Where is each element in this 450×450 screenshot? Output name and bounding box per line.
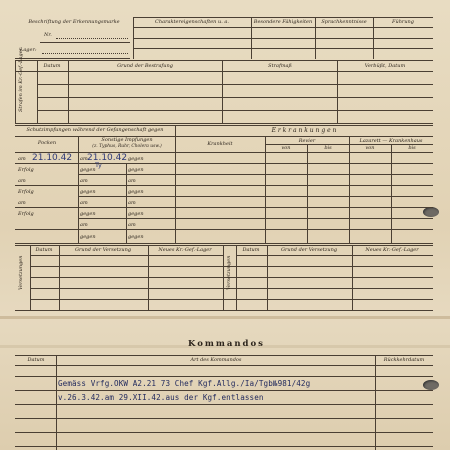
strafen-strafmass: Strafmaß (268, 63, 292, 69)
label-beschriftung: Beschriftung der Erkennungsmarke (28, 19, 120, 25)
erfolg-label: Erfolg (18, 189, 34, 195)
lager-line (42, 52, 128, 54)
rule (37, 60, 38, 123)
rule (133, 27, 433, 28)
sonstige-type: Ty (95, 161, 102, 169)
rule (15, 390, 433, 391)
rule (373, 17, 374, 59)
lazarett-bis: bis (408, 145, 416, 151)
am-label: am (80, 200, 88, 206)
rule (15, 71, 433, 72)
am-label: am (80, 156, 88, 162)
rule (349, 136, 350, 243)
label-nr: Nr. (44, 32, 52, 38)
pocken-date: 21.10.42 (32, 153, 73, 163)
rule (222, 60, 223, 123)
rule (30, 299, 433, 300)
rule (15, 245, 433, 246)
rule (15, 376, 433, 377)
rule (68, 60, 69, 123)
rule (15, 229, 433, 230)
gegen-label: gegen (128, 156, 144, 162)
rule (37, 97, 433, 98)
versetz-datum: Datum (242, 247, 260, 253)
strafen-grund: Grund der Bestrafung (117, 63, 173, 69)
versetz-neues: Neues Kr.-Gef.-Lager (365, 247, 419, 253)
rule (78, 174, 433, 175)
am-label: am (128, 178, 136, 184)
kommandos-entry-line2: v.26.3.42.am 29.XII.42.aus der Kgf.entlassen (58, 393, 264, 402)
versetz-side-label: Versetzungen (18, 255, 24, 290)
rule (375, 355, 376, 450)
gegen-label: gegen (80, 189, 96, 195)
sonstige-date: 21.10.42 (87, 153, 128, 163)
rule (15, 446, 433, 447)
label-lager: Lager: (20, 47, 37, 53)
erfolg-label: Erfolg (18, 211, 34, 217)
rule (15, 355, 433, 356)
gegen-label: gegen (80, 234, 96, 240)
rule (40, 42, 130, 43)
impf-sonstige: Sonstige Impfungen (101, 137, 153, 143)
rule (15, 243, 433, 244)
erfolg-label: Erfolg (18, 167, 34, 173)
versetz-grund: Grund der Versetzung (280, 247, 338, 253)
erkr-revier: Revier (298, 138, 316, 144)
rule (251, 17, 252, 59)
rule (315, 17, 316, 59)
gegen-label: gegen (80, 167, 96, 173)
rule (236, 255, 433, 256)
rule (15, 123, 433, 124)
rule (15, 60, 16, 123)
kommandos-rueck: Rückkehrdatum (383, 357, 425, 363)
rule (15, 404, 433, 405)
am-label: am (80, 178, 88, 184)
gegen-label: gegen (80, 211, 96, 217)
rule (15, 185, 433, 186)
am-label: am (128, 222, 136, 228)
rule (37, 84, 433, 85)
paper-fold (0, 316, 450, 319)
versetz-datum: Datum (35, 247, 53, 253)
rule (15, 418, 433, 419)
erkrankungen-header: E r k r a n k u n g e n (271, 127, 337, 134)
rule (126, 163, 127, 243)
versetz-side-label: Versetzungen (226, 255, 232, 290)
am-label: am (18, 156, 26, 162)
am-label: am (18, 200, 26, 206)
header-fuehrung: Führung (392, 19, 414, 25)
gegen-label: gegen (128, 167, 144, 173)
impf-sonstige-sub: (z. Typhus, Ruhr, Cholera usw.) (92, 144, 162, 149)
am-label: am (128, 200, 136, 206)
rule (15, 365, 433, 366)
header-faehigkeiten: Besondere Fähigkeiten (253, 19, 313, 25)
rule (133, 17, 433, 18)
rule (265, 136, 266, 243)
kommandos-datum: Datum (27, 357, 45, 363)
am-label: am (80, 222, 88, 228)
revier-von: von (281, 145, 291, 151)
gegen-label: gegen (128, 234, 144, 240)
rule (175, 136, 433, 137)
rule (78, 136, 79, 243)
rule (78, 196, 433, 197)
gegen-label: gegen (128, 211, 144, 217)
rule (78, 218, 433, 219)
header-charakter: Charaktereigenschaften u. a. (155, 19, 229, 25)
rule (175, 125, 176, 243)
strafen-side-label: Strafen im Kr.-Gef.-Lager (18, 48, 24, 112)
rule (15, 207, 433, 208)
kommandos-entry-line1: Gemäss Vrfg.OKW A2.21 73 Chef Kgf.Allg./Ia/Tgb№981/42g (58, 379, 311, 388)
erkr-lazarett: Lazarett — Krankenhaus (359, 138, 423, 144)
rule (15, 125, 433, 126)
kommandos-art: Art des Kommandos (190, 357, 242, 363)
strafen-verbuesst: Verbüßt, Datum (364, 63, 406, 69)
kommandos-title: Kommandos (188, 339, 265, 349)
erkr-krankheit: Krankheit (207, 141, 233, 147)
am-label: am (18, 178, 26, 184)
impf-header: Schutzimpfungen während der Gefangenschaft gegen (26, 127, 164, 133)
versetz-neues: Neues Kr.-Gef.-Lager (158, 247, 212, 253)
rule (133, 38, 433, 39)
rule (56, 355, 57, 450)
versetz-grund: Grund der Versetzung (74, 247, 132, 253)
lazarett-von: von (365, 145, 375, 151)
rule (15, 432, 433, 433)
header-sprachen: Sprachkenntnisse (321, 19, 367, 25)
punch-hole (423, 380, 439, 390)
impf-pocken: Pocken (37, 140, 57, 146)
nr-line (56, 37, 128, 39)
rule (133, 48, 433, 49)
rule (15, 310, 433, 311)
rule (15, 58, 130, 59)
rule (37, 110, 433, 111)
strafen-datum: Datum (43, 63, 61, 69)
gegen-label: gegen (128, 189, 144, 195)
rule (15, 163, 433, 164)
revier-bis: bis (324, 145, 332, 151)
punch-hole (423, 207, 439, 217)
rule (337, 60, 338, 123)
rule (15, 60, 433, 61)
